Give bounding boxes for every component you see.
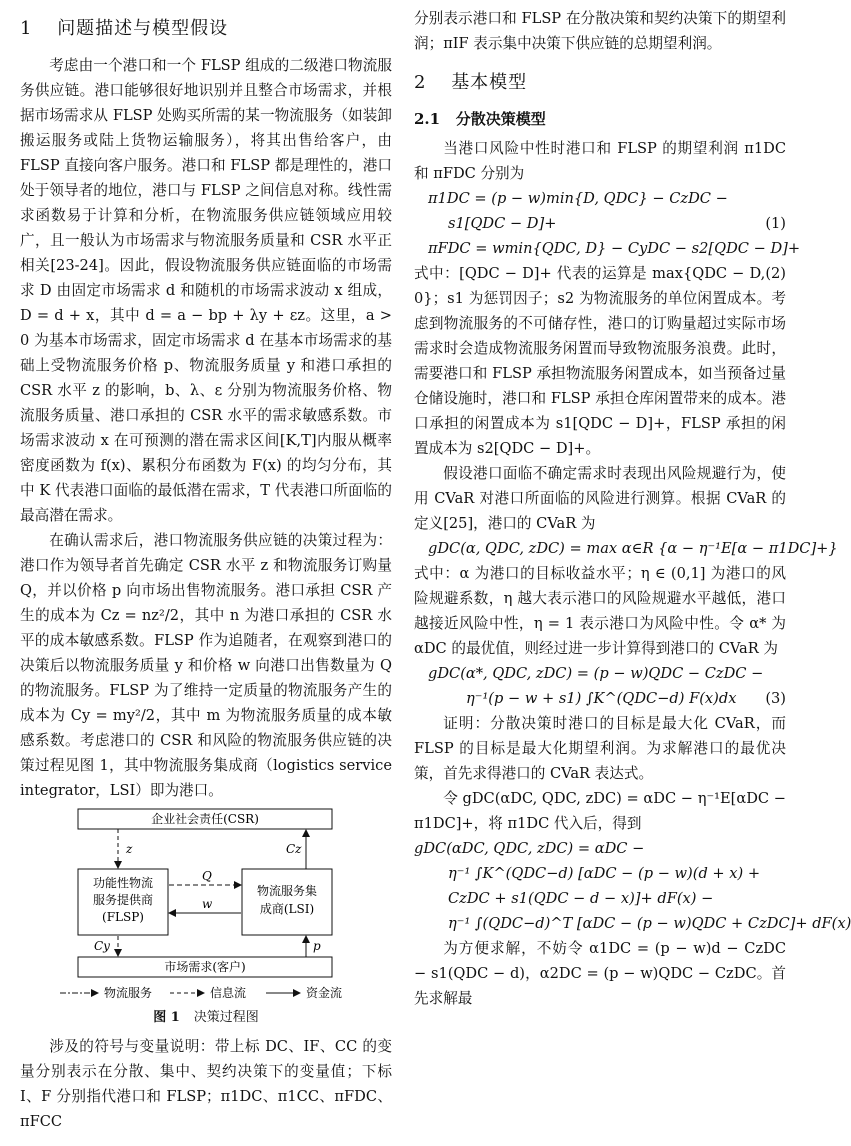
paragraph: 分别表示港口和 FLSP 在分散决策和契约决策下的期望利润；πIF 表示集中决策下供应链的总期望利润。 [414, 10, 786, 52]
section-number: 2 [414, 72, 427, 93]
equation-3-line-2 [414, 686, 786, 711]
equation-number: (2) [765, 265, 786, 282]
figure-diagram [20, 807, 392, 1003]
equation-3-line-1: gDC(α*, QDC, zDC) = (p − w)QDC − CzDC − [428, 665, 764, 682]
paragraph: 令 gDC(αDC, QDC, zDC) = αDC − η⁻¹E[αDC − π1DC]+，将 π1DC 代入后，得到 [414, 790, 786, 832]
paragraph: 式中：[QDC − D]+ 代表的运算是 max{QDC − D, 0}；s1 为惩罚因子；s2 为物流服务的单位闲置成本。考虑到物流服务的不可储存性，港口的订购量超过实际市场需求时会造成物流服务闲置而导致物流服务浪费。此时，需要港口和 FLSP 承担物流服务闲置成本，如当预备过量仓储设施时，港口和 FLSP 承担仓库闲置带来的成本。港口承担的闲置成本为 s1[QDC − D]+，FLSP 承担的闲置成本为 s2[QDC − D]+。 [414, 265, 786, 457]
p-label: p [313, 939, 321, 953]
equation-4-line-4: η⁻¹ ∫(QDC−d)^T [αDC − (p − w)QDC + CzDC]+ dF(x) [448, 915, 851, 932]
subsection-2-1-heading [414, 107, 786, 132]
equation-4-line-3: CzDC + s1(QDC − d − x)]+ dF(x) − [448, 890, 714, 907]
flsp-box-line-2: 服务提供商 [92, 893, 154, 907]
equation-3-text: η⁻¹(p − w + s1) ∫K^(QDC−d) F(x)dx [466, 690, 737, 707]
subsection-number: 2.1 [414, 110, 441, 128]
q-label: Q [202, 869, 212, 883]
paragraph: 假设港口面临不确定需求时表现出风险规避行为，使用 CVaR 对港口所面临的风险进行测算。根据 CVaR 的定义[25]，港口的 CVaR 为 [414, 465, 786, 532]
equation-cvar-definition: gDC(α, QDC, zDC) = max α∈R {α − η⁻¹E[α − π1DC]+} [428, 540, 838, 557]
section-number: 1 [20, 18, 33, 39]
figure-caption [20, 1005, 392, 1030]
equation-1-line-2 [414, 211, 786, 236]
legend-info-label: 信息流 [210, 986, 247, 1000]
figure-number: 图 1 [153, 1010, 180, 1025]
left-column [20, 6, 392, 1134]
cz-label: Cz [286, 842, 302, 856]
equation-2 [414, 236, 801, 282]
subsection-title: 分散决策模型 [455, 110, 546, 128]
paragraph: 证明：分散决策时港口的目标是最大化 CVaR，而 FLSP 的目标是最大化期望利润。为求解港口的最优决策，首先求得港口的 CVaR 表达式。 [414, 715, 786, 782]
cy-label: Cy [94, 939, 110, 953]
equation-4-line-1: gDC(αDC, QDC, zDC) = αDC − [414, 840, 645, 857]
paragraph: 在确认需求后，港口物流服务供应链的决策过程为：港口作为领导者首先确定 CSR 水平 z 和物流服务订购量 Q，并以价格 p 向市场出售物流服务。港口承担 CSR 产生的成本为 Cz = nz²/2，其中 n 为港口承担的 CSR 水平的成本敏感系数。FLSP 作为追随者，在观察到港口的决策后以物流服务质量 y 和价格 w 向港口出售数量为 Q 的物流服务。FLSP 为了维持一定质量的物流服务产生的成本为 Cy = my²/2，其中 m 为物流服务质量的成本敏感系数。考虑港口的 CSR 和风险的物流服务供应链的决策过程见图 1，其中物流服务集成商（logistics service integrator，LSI）即为港口。 [20, 532, 392, 799]
lsi-box-line-2: 成商(LSI) [259, 902, 315, 916]
section-2-heading [414, 70, 786, 95]
paragraph: 式中：α 为港口的目标收益水平；η ∈ (0,1] 为港口的风险规避系数，η 越大表示港口的风险规避水平越低，港口越接近风险中性，η = 1 表示港口为风险中性。令 α* 为 αDC 的最优值，则经过进一步计算得到港口的 CVaR 为 [414, 565, 786, 657]
lsi-box-line-1: 物流服务集 [256, 884, 318, 898]
market-box-label: 市场需求(客户) [164, 960, 246, 974]
equation-1-line-1: π1DC = (p − w)min{D, QDC} − CzDC − [428, 190, 728, 207]
decision-process-figure [20, 807, 392, 1003]
section-title: 问题描述与模型假设 [57, 18, 229, 39]
section-title: 基本模型 [451, 72, 528, 93]
flsp-box-line-3: (FLSP) [102, 910, 144, 924]
equation-4-line-2: η⁻¹ ∫K^(QDC−d) [αDC − (p − w)(d + x) + [448, 865, 761, 882]
equation-2-text: πFDC = wmin{QDC, D} − CyDC − s2[QDC − D]+ [428, 240, 801, 257]
paragraph: 考虑由一个港口和一个 FLSP 组成的二级港口物流服务供应链。港口能够很好地识别并且整合市场需求，并根据市场需求从 FLSP 处购买所需的某一物流服务（如装卸搬运服务或陆上货物运输服务），将其出售给客户，由 FLSP 直接向客户服务。港口和 FLSP 都是理性的，港口处于领导者的地位，港口与 FLSP 之间信息对称。线性需求函数易于计算和分析，在物流服务供应链领域应用较广，且一般认为市场需求与物流服务质量和 CSR 水平正相关[23-24]。因此，假设物流服务供应链面临的市场需求 D 由固定市场需求 d 和随机的市场需求波动 x 组成，D = d + x，其中 d = a − bp + λy + εz。这里，a > 0 为基本市场需求，固定市场需求 d 在基本市场需求的基础上受物流服务价格 p、物流服务质量 y 和港口承担的 CSR 水平 z 的影响，b、λ、ε 分别为物流服务价格、物流服务质量、港口承担的 CSR 水平的需求敏感系数。市场需求波动 x 在可预测的潜在需求区间[K,T]内服从概率密度函数为 f(x)、累积分布函数为 F(x) 的均匀分布，其中 K 代表港口面临的最低潜在需求，T 代表港口所面临的最高潜在需求。 [20, 57, 392, 524]
equation-number: (3) [765, 690, 786, 707]
z-label: z [126, 842, 133, 856]
figure-title: 决策过程图 [193, 1010, 259, 1025]
w-label: w [202, 897, 213, 911]
csr-box-label: 企业社会责任(CSR) [151, 812, 259, 826]
right-column [414, 6, 851, 1011]
paragraph: 涉及的符号与变量说明：带上标 DC、IF、CC 的变量分别表示在分散、集中、契约决策下的变量值；下标 I、F 分别指代港口和 FLSP；π1DC、π1CC、πFDC、πFCC [20, 1038, 392, 1130]
legend-money-label: 资金流 [306, 986, 343, 1000]
legend-service-label: 物流服务 [104, 986, 153, 1000]
equation-1-text: s1[QDC − D]+ [448, 215, 557, 232]
flsp-box-line-1: 功能性物流 [92, 876, 154, 890]
paragraph: 为方便求解，不妨令 α1DC = (p − w)d − CzDC − s1(QDC − d)，α2DC = (p − w)QDC − CzDC。首先求解最 [414, 940, 786, 1007]
paragraph: 当港口风险中性时港口和 FLSP 的期望利润 π1DC 和 πFDC 分别为 [414, 140, 786, 182]
section-1-heading [20, 16, 392, 41]
equation-number: (1) [765, 215, 786, 232]
